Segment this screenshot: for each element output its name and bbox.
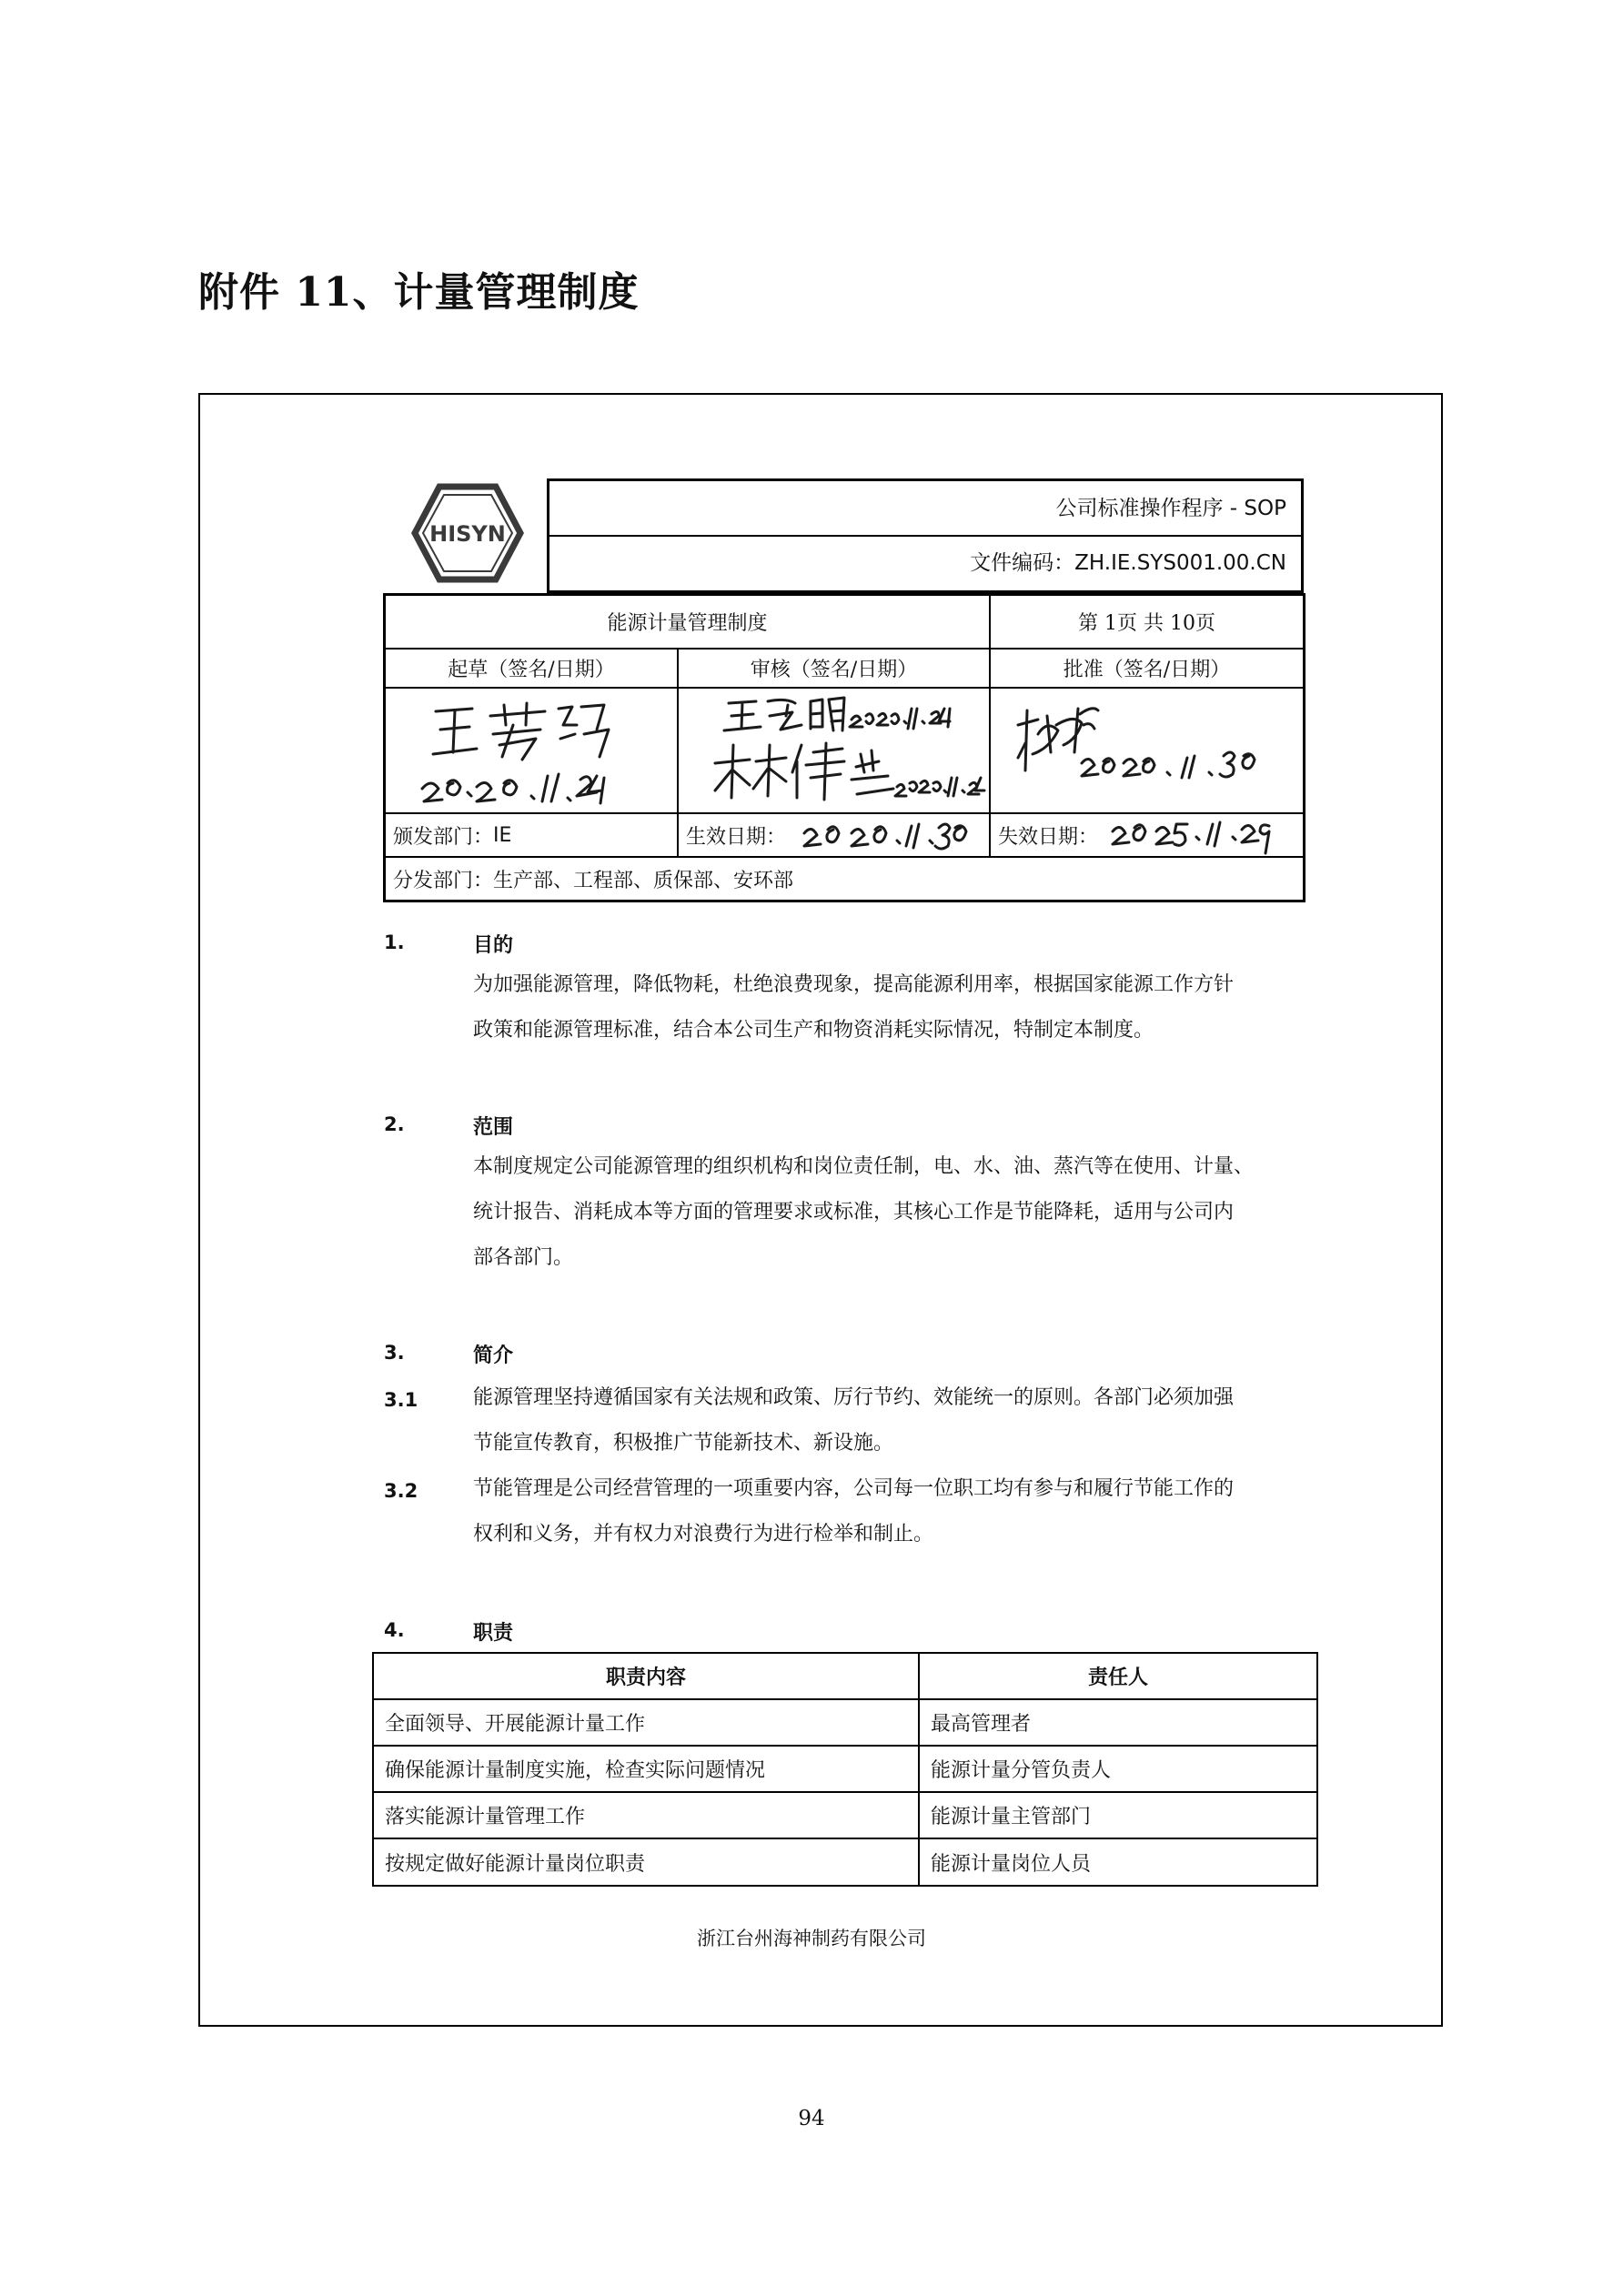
section-3-1-line-1: 能源管理坚持遵循国家有关法规和政策、厉行节约、效能统一的原则。各部门必须加强 xyxy=(473,1386,1235,1409)
issue-dept-label: 颁发部门： xyxy=(393,825,494,849)
logo-text: HISYN xyxy=(429,521,506,547)
table-cell-owner: 能源计量主管部门 xyxy=(920,1793,1316,1839)
review-signature xyxy=(679,689,989,812)
expiry-date-cell xyxy=(991,814,1303,858)
page-title: 附件 11、计量管理制度 xyxy=(198,269,640,316)
section-2-title: 范围 xyxy=(473,1115,514,1139)
section-2-line-3: 部各部门。 xyxy=(473,1246,574,1269)
section-2-line-1: 本制度规定公司能源管理的组织机构和岗位责任制，电、水、油、蒸汽等在使用、计量、 xyxy=(473,1155,1255,1178)
section-1-body xyxy=(473,962,1310,1053)
section-3-2-body xyxy=(473,1466,1310,1557)
section-1-title: 目的 xyxy=(473,933,514,957)
issue-dept-value: IE xyxy=(493,823,512,847)
table-row: 全面领导、开展能源计量工作 xyxy=(374,1700,920,1747)
section-2-body xyxy=(473,1144,1310,1281)
approve-header: 批准（签名/日期） xyxy=(991,650,1303,689)
signature-table xyxy=(383,593,1305,902)
approve-signature xyxy=(991,689,1301,812)
doc-code: 文件编码：ZH.IE.SYS001.00.CN xyxy=(970,551,1286,575)
duties-header-owner: 责任人 xyxy=(920,1654,1316,1700)
section-3-title: 简介 xyxy=(473,1344,514,1367)
page-info-cell: 第 1页 共 10页 xyxy=(991,596,1303,650)
table-cell-owner: 能源计量岗位人员 xyxy=(931,1852,1092,1876)
distribution-cell: 分发部门：生产部、工程部、质保部、安环部 xyxy=(393,869,794,892)
section-3-2-line-2: 权利和义务，并有权力对浪费行为进行检举和制止。 xyxy=(473,1523,934,1546)
section-3-2-number: 3.2 xyxy=(384,1480,418,1502)
section-1-line-2: 政策和能源管理标准，结合本公司生产和物资消耗实际情况，特制定本制度。 xyxy=(473,1019,1154,1042)
effective-date-cell xyxy=(679,814,991,858)
table-row: 落实能源计量管理工作 xyxy=(374,1793,920,1839)
section-4-title: 职责 xyxy=(473,1621,514,1645)
footer-company: 浙江台州海神制药有限公司 xyxy=(697,1928,926,1949)
table-row: 按规定做好能源计量岗位职责 xyxy=(374,1839,920,1885)
section-3-2-line-1: 节能管理是公司经营管理的一项重要内容，公司每一位职工均有参与和履行节能工作的 xyxy=(473,1477,1235,1500)
page-number: 94 xyxy=(798,2107,825,2130)
review-signature-cell xyxy=(679,689,991,814)
table-cell-owner: 能源计量分管负责人 xyxy=(920,1747,1316,1793)
section-3-1-line-2: 节能宣传教育，积极推广节能新技术、新设施。 xyxy=(473,1432,894,1455)
section-2-line-2: 统计报告、消耗成本等方面的管理要求或标准，其核心工作是节能降耗，适用与公司内 xyxy=(473,1201,1235,1224)
section-3-number: 3. xyxy=(384,1342,405,1364)
hisyn-logo xyxy=(411,483,524,583)
doc-type: 公司标准操作程序 - SOP xyxy=(549,481,1301,537)
draft-signature xyxy=(386,689,677,812)
issue-dept-cell xyxy=(386,814,679,858)
draft-signature-cell xyxy=(386,689,679,814)
approve-signature-cell xyxy=(991,689,1303,814)
section-1-line-1: 为加强能源管理，降低物耗，杜绝浪费现象，提高能源利用率，根据国家能源工作方针 xyxy=(473,973,1235,996)
section-4-number: 4. xyxy=(384,1619,405,1641)
section-2-number: 2. xyxy=(384,1113,405,1135)
review-header: 审核（签名/日期） xyxy=(679,650,991,689)
section-1-number: 1. xyxy=(384,931,405,953)
table-row: 确保能源计量制度实施，检查实际问题情况 xyxy=(374,1747,920,1793)
sop-header xyxy=(547,478,1304,593)
duties-header-content: 职责内容 xyxy=(374,1654,920,1700)
draft-header: 起草（签名/日期） xyxy=(386,650,679,689)
section-3-1-number: 3.1 xyxy=(384,1389,418,1411)
doc-title-cell: 能源计量管理制度 xyxy=(386,596,991,650)
duties-table xyxy=(372,1652,1318,1887)
section-3-1-body xyxy=(473,1375,1310,1466)
expiry-date-label: 失效日期： xyxy=(998,825,1099,849)
table-cell-owner: 最高管理者 xyxy=(920,1700,1316,1747)
effective-date-label: 生效日期： xyxy=(686,825,787,849)
effective-date-handwritten xyxy=(795,817,968,853)
expiry-date-handwritten xyxy=(1105,815,1278,855)
